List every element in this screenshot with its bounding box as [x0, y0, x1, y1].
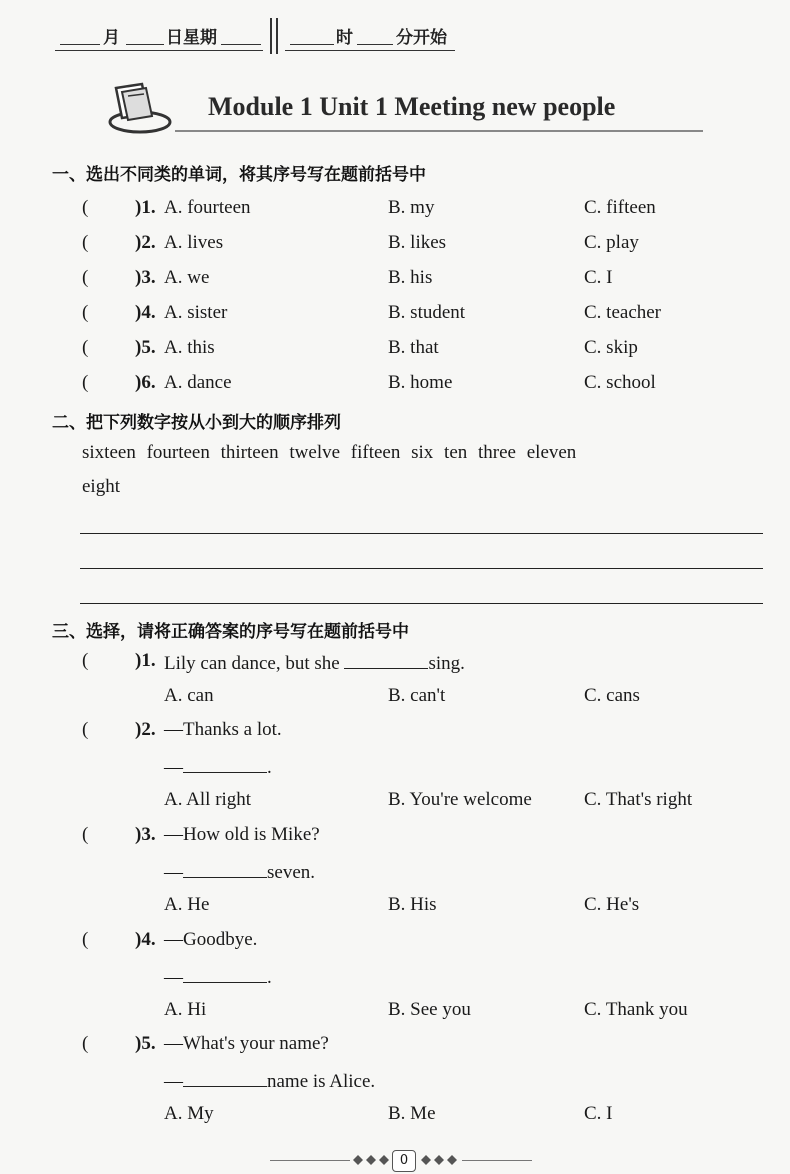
option-c: C. He's — [584, 894, 640, 915]
option-a: A. My — [164, 1103, 214, 1124]
diamond-ornament-left — [348, 1153, 392, 1167]
answer-line[interactable] — [80, 603, 763, 604]
question-number: )2. — [135, 719, 156, 740]
response-line — [164, 964, 272, 989]
option-b: B. can't — [388, 685, 446, 706]
resp-post: seven. — [267, 862, 316, 883]
section3-heading: 三、选择，请将正确答案的序号写在题前括号中 — [52, 622, 409, 642]
numbers-list: sixteen fourteen thirteen twelve fifteen six ten three eleven — [82, 442, 577, 463]
option-b: B. Me — [388, 1103, 436, 1124]
numbers-list-cont: eight — [82, 476, 120, 497]
resp-pre: — — [164, 862, 183, 883]
answer-blank[interactable] — [183, 859, 267, 878]
question-number: )5. — [135, 1033, 156, 1054]
answer-paren[interactable]: ( — [82, 824, 89, 845]
resp-pre: — — [164, 967, 183, 988]
item-number: )2. — [135, 232, 156, 253]
option-a: A. fourteen — [164, 197, 251, 218]
option-a: A. we — [164, 267, 210, 288]
answer-blank[interactable] — [183, 964, 267, 983]
answer-paren[interactable]: ( — [82, 719, 89, 740]
stem-pre: Lily can dance, but she — [164, 653, 345, 674]
page-number: 0 — [392, 1150, 416, 1172]
answer-paren[interactable]: ( — [82, 197, 89, 218]
answer-paren[interactable]: ( — [82, 302, 89, 323]
option-b: B. You're welcome — [388, 789, 532, 810]
answer-blank[interactable] — [183, 754, 267, 773]
section2-heading: 二、把下列数字按从小到大的顺序排列 — [52, 413, 341, 433]
option-a: A. this — [164, 337, 215, 358]
option-c: C. school — [584, 372, 656, 393]
page-title: Module 1 Unit 1 Meeting new people — [208, 92, 616, 121]
question-stem: —Thanks a lot. — [164, 719, 282, 740]
answer-paren[interactable]: ( — [82, 372, 89, 393]
item-number: )5. — [135, 337, 156, 358]
option-a: A. can — [164, 685, 214, 706]
option-c: C. teacher — [584, 302, 662, 323]
response-line — [164, 1068, 375, 1093]
response-line — [164, 859, 315, 884]
diamond-ornament-right — [418, 1153, 462, 1167]
answer-paren[interactable]: ( — [82, 650, 89, 671]
resp-post: . — [267, 967, 272, 988]
resp-post: name is Alice. — [267, 1071, 376, 1092]
section1-heading: 一、选出不同类的单词，将其序号写在题前括号中 — [52, 165, 426, 185]
option-c: C. play — [584, 232, 639, 253]
answer-paren[interactable]: ( — [82, 337, 89, 358]
option-b: B. that — [388, 337, 439, 358]
resp-pre: — — [164, 1071, 183, 1092]
item-number: )6. — [135, 372, 156, 393]
answer-paren[interactable]: ( — [82, 929, 89, 950]
option-a: A. lives — [164, 232, 224, 253]
option-a: A. sister — [164, 302, 228, 323]
option-b: B. See you — [388, 999, 471, 1020]
option-c: C. cans — [584, 685, 640, 706]
header-month-label: 月 — [103, 28, 120, 48]
book-icon — [108, 80, 178, 136]
question-number: )1. — [135, 650, 156, 671]
option-c: C. I — [584, 1103, 613, 1124]
option-a: A. All right — [164, 789, 252, 810]
stem-post: sing. — [428, 653, 465, 674]
option-c: C. skip — [584, 337, 638, 358]
option-c: C. I — [584, 267, 613, 288]
option-b: B. student — [388, 302, 466, 323]
answer-blank[interactable] — [344, 650, 428, 669]
question-stem: —What's your name? — [164, 1033, 329, 1054]
header-hour-label: 时 — [336, 28, 353, 48]
option-c: C. Thank you — [584, 999, 688, 1020]
option-b: B. likes — [388, 232, 447, 253]
option-c: C. fifteen — [584, 197, 656, 218]
item-number: )1. — [135, 197, 156, 218]
resp-pre: — — [164, 757, 183, 778]
response-line — [164, 754, 272, 779]
option-b: B. His — [388, 894, 437, 915]
answer-paren[interactable]: ( — [82, 267, 89, 288]
answer-blank[interactable] — [183, 1068, 267, 1087]
question-stem: —Goodbye. — [164, 929, 258, 950]
option-b: B. my — [388, 197, 435, 218]
option-b: B. his — [388, 267, 433, 288]
question-number: )4. — [135, 929, 156, 950]
question-stem — [164, 650, 465, 675]
answer-paren[interactable]: ( — [82, 1033, 89, 1054]
option-a: A. He — [164, 894, 210, 915]
header-minute-label: 分开始 — [396, 28, 447, 48]
option-c: C. That's right — [584, 789, 693, 810]
resp-post: . — [267, 757, 272, 778]
question-stem: —How old is Mike? — [164, 824, 320, 845]
option-a: A. dance — [164, 372, 232, 393]
answer-line[interactable] — [80, 568, 763, 569]
option-b: B. home — [388, 372, 453, 393]
question-number: )3. — [135, 824, 156, 845]
item-number: )3. — [135, 267, 156, 288]
option-a: A. Hi — [164, 999, 207, 1020]
header-day-label: 日星期 — [166, 28, 217, 48]
answer-line[interactable] — [80, 533, 763, 534]
item-number: )4. — [135, 302, 156, 323]
answer-paren[interactable]: ( — [82, 232, 89, 253]
